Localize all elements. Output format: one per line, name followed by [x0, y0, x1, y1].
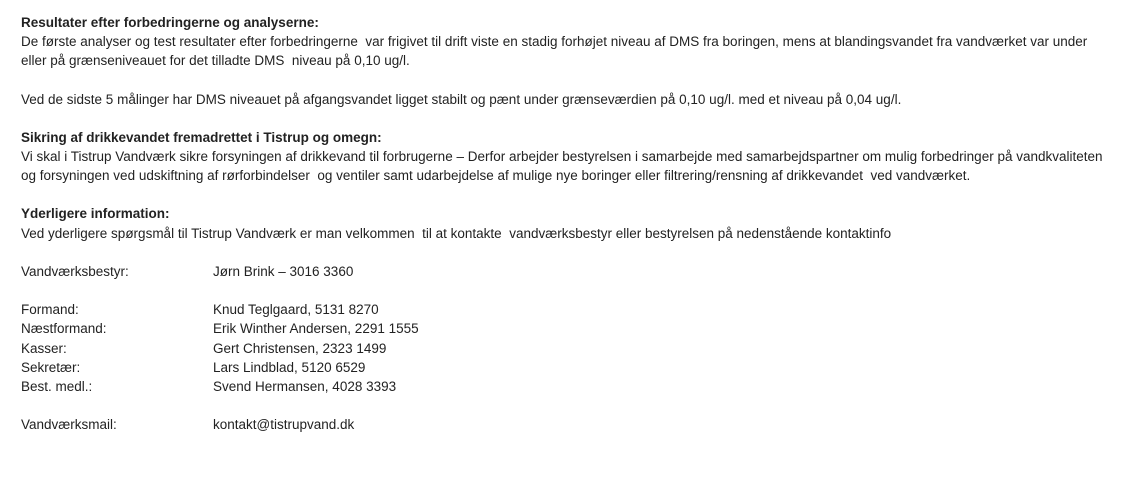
security-heading: Sikring af drikkevandet fremadrettet i Tistrup og omegn:	[21, 129, 382, 145]
contact-row-chairman	[21, 300, 1116, 319]
contact-value: Svend Hermansen, 4028 3393	[213, 378, 397, 394]
contact-label: Best. medl.:	[21, 378, 93, 394]
contact-email-value: kontakt@tistrupvand.dk	[213, 417, 355, 433]
contact-label: Sekretær:	[21, 359, 81, 375]
info-section	[21, 204, 1116, 242]
contact-row-manager	[21, 262, 1116, 281]
contact-list	[21, 262, 1116, 435]
contact-label: Næstformand:	[21, 321, 107, 337]
results-paragraph-1: De første analyser og test resultater efter forbedringerne var frigivet til drift viste en stadig forhøjet niveau af DMS fra boringen, mens at blandingsvandet fra vandværket var under eller på grænseniveauet for det tilladte DMS niveau på 0,10 ug/l.	[21, 34, 1095, 69]
document-page	[21, 13, 1116, 435]
info-heading: Yderligere information:	[21, 206, 170, 222]
contact-value: Erik Winther Andersen, 2291 1555	[213, 321, 419, 337]
results-paragraph-2: Ved de sidste 5 målinger har DMS niveauet på afgangsvandet ligget stabilt og pænt under grænseværdien på 0,10 ug/l. med et niveau på 0,04 ug/l.	[21, 91, 902, 107]
contact-label: Formand:	[21, 302, 79, 318]
contact-row-treasurer	[21, 339, 1116, 358]
contact-label: Vandværksmail:	[21, 417, 117, 433]
security-paragraph: Vi skal i Tistrup Vandværk sikre forsyningen af drikkevand til forbrugerne – Derfor arbejder bestyrelsen i samarbejde med samarbejdspartner om mulig forbedringer på vandkvaliteten og forsyningen ved udskiftning af rørforbindelser og ventiler samt udarbejdelse af mulige nye boringer eller filtrering/rensning af drikkevandet ved vandværket.	[21, 149, 1107, 184]
results-section	[21, 13, 1116, 71]
contact-value: Lars Lindblad, 5120 6529	[213, 359, 366, 375]
spacer	[21, 396, 1116, 415]
contact-row-email	[21, 415, 1116, 434]
contact-label: Kasser:	[21, 340, 67, 356]
contact-row-board-member	[21, 377, 1116, 396]
contact-value: Gert Christensen, 2323 1499	[213, 340, 387, 356]
security-section	[21, 128, 1116, 186]
contact-label: Vandværksbestyr:	[21, 263, 129, 279]
results-followup-section	[21, 90, 1116, 109]
info-paragraph: Ved yderligere spørgsmål til Tistrup Vandværk er man velkommen til at kontakte vandværksbestyr eller bestyrelsen på nedenstående kontaktinfo	[21, 225, 892, 241]
contact-row-secretary	[21, 358, 1116, 377]
results-heading: Resultater efter forbedringerne og analyserne:	[21, 15, 319, 30]
spacer	[21, 281, 1116, 300]
contact-value: Jørn Brink – 3016 3360	[213, 263, 354, 279]
contact-value: Knud Teglgaard, 5131 8270	[213, 302, 379, 318]
contact-row-vice-chairman	[21, 319, 1116, 338]
